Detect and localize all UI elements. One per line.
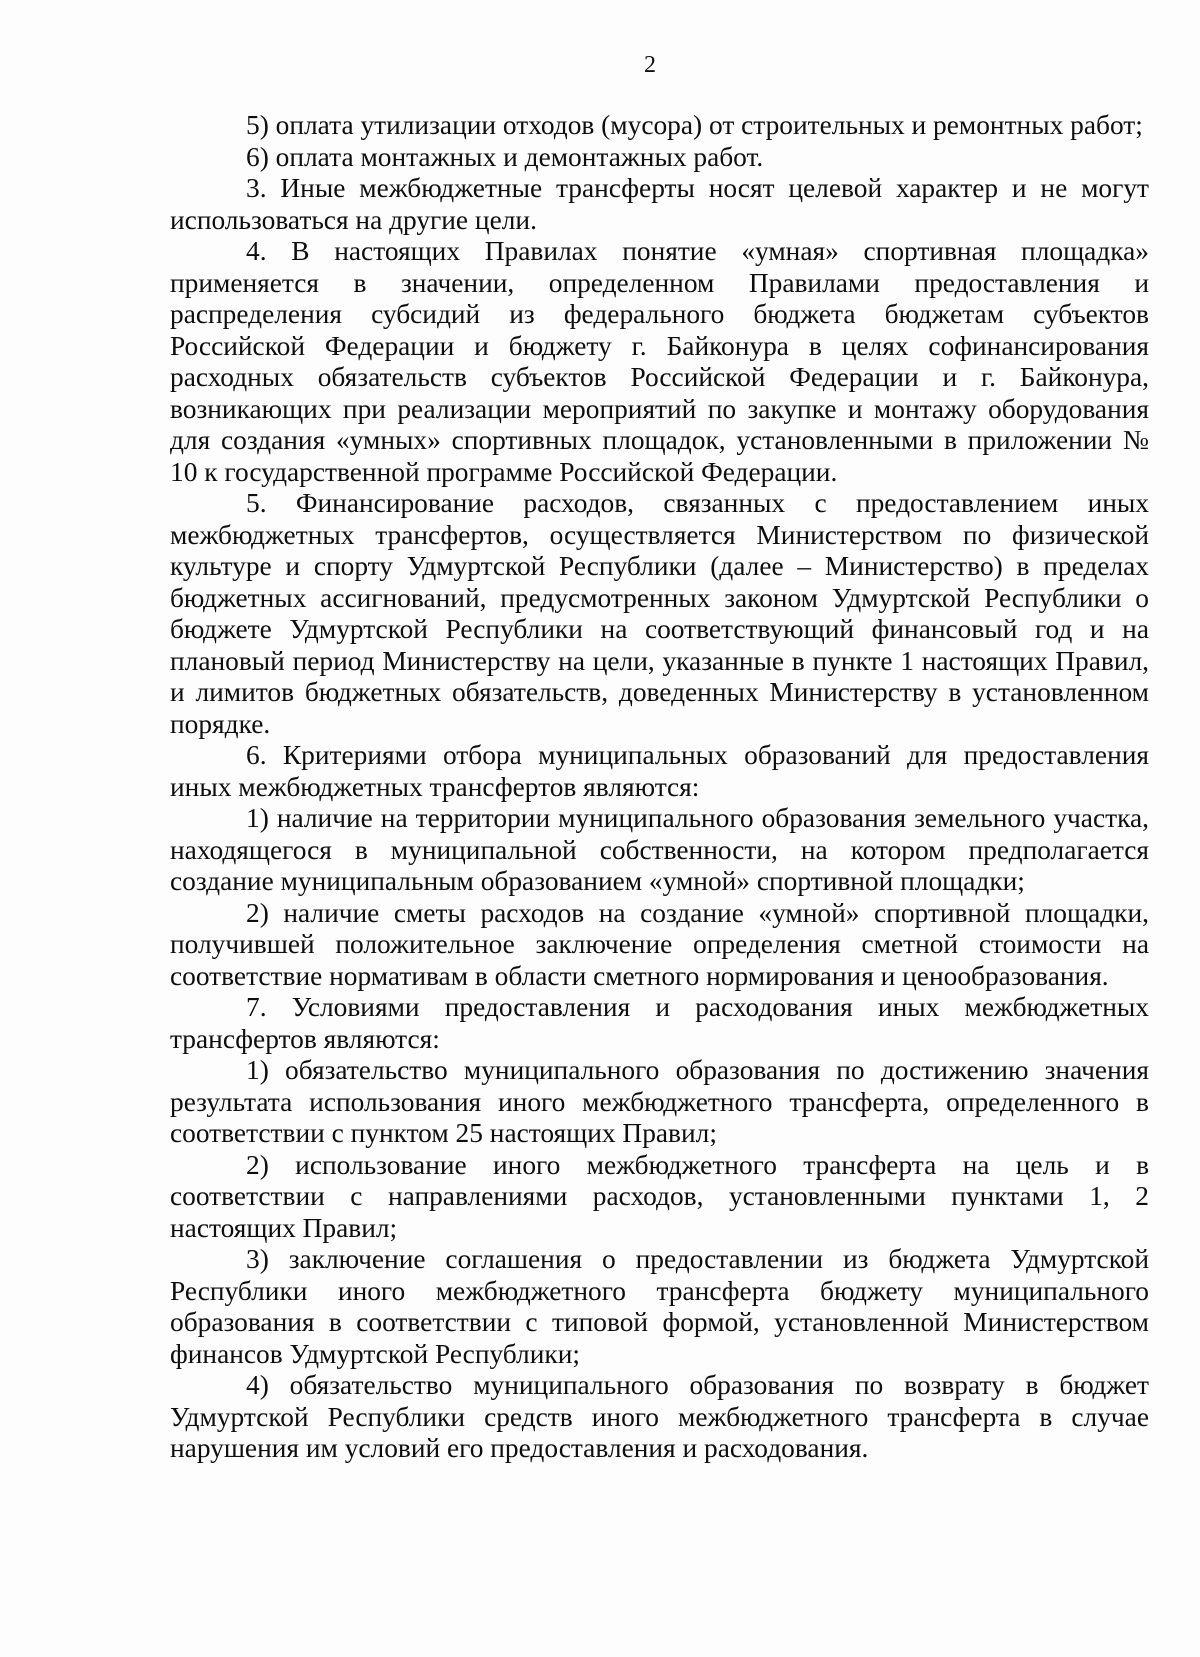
paragraph-item-5: 5) оплата утилизации отходов (мусора) от строительных и ремонтных работ; (246, 110, 1143, 140)
paragraph-clause-7: 7. Условиями предоставления и расходования иных межбюджетных трансфертов являются: (170, 992, 1149, 1054)
paragraph-condition-3: 3) заключение соглашения о предоставлении из бюджета Удмуртской Республики иного межбюджетного трансферта бюджету муниципального образования в соответствии с типовой формой, установленной Министерством финансов Удмуртской Республики; (170, 1244, 1149, 1369)
paragraph-criterion-1: 1) наличие на территории муниципального образования земельного участка, находящегося в муниципальной собственности, на котором предполагается создание муниципальным образованием «умной» спортивной площадки; (170, 803, 1149, 896)
paragraph-clause-5: 5. Финансирование расходов, связанных с предоставлением иных межбюджетных трансфертов, осуществляется Министерством по физической культуре и спорту Удмуртской Республики (далее – Министерство) в пределах бюджетных ассигнований, предусмотренных законом Удмуртской Республики о бюджете Удмуртской Республики на соответствующий финансовый год и на плановый период Министерству на цели, указанные в пункте 1 настоящих Правил, и лимитов бюджетных обязательств, доведенных Министерству в установленном порядке. (170, 488, 1149, 739)
paragraph-condition-2: 2) использование иного межбюджетного трансферта на цель и в соответствии с направлениями расходов, установленными пунктами 1, 2 настоящих Правил; (170, 1149, 1149, 1243)
paragraph-clause-3: 3. Иные межбюджетные трансферты носят целевой характер и не могут использоваться на другие цели. (170, 173, 1149, 235)
paragraph-clause-6: 6. Критериями отбора муниципальных образований для предоставления иных межбюджетных трансфертов являются: (170, 740, 1149, 802)
page-number: 2 (644, 52, 656, 78)
paragraph-criterion-2: 2) наличие сметы расходов на создание «умной» спортивной площадки, получившей положительное заключение определения сметной стоимости на соответствие нормативам в области сметного нормирования и ценообразования. (170, 897, 1149, 991)
paragraph-condition-4: 4) обязательство муниципального образования по возврату в бюджет Удмуртской Республики средств иного межбюджетного трансферта в случае нарушения им условий его предоставления и расходования. (170, 1370, 1149, 1463)
paragraph-item-6: 6) оплата монтажных и демонтажных работ. (246, 141, 764, 172)
paragraph-condition-1: 1) обязательство муниципального образования по достижению значения результата использования иного межбюджетного трансферта, определенного в соответствии с пунктом 25 настоящих Правил; (170, 1055, 1149, 1148)
document-body (170, 110, 1149, 1465)
paragraph-clause-4: 4. В настоящих Правилах понятие «умная» спортивная площадка» применяется в значении, определенном Правилами предоставления и распределения субсидий из федерального бюджета бюджетам субъектов Российской Федерации и бюджету г. Байконура в целях софинансирования расходных обязательств субъектов Российской Федерации и г. Байконура, возникающих при реализации мероприятий по закупке и монтажу оборудования для создания «умных» спортивных площадок, установленными в приложении № 10 к государственной программе Российской Федерации. (170, 236, 1149, 487)
